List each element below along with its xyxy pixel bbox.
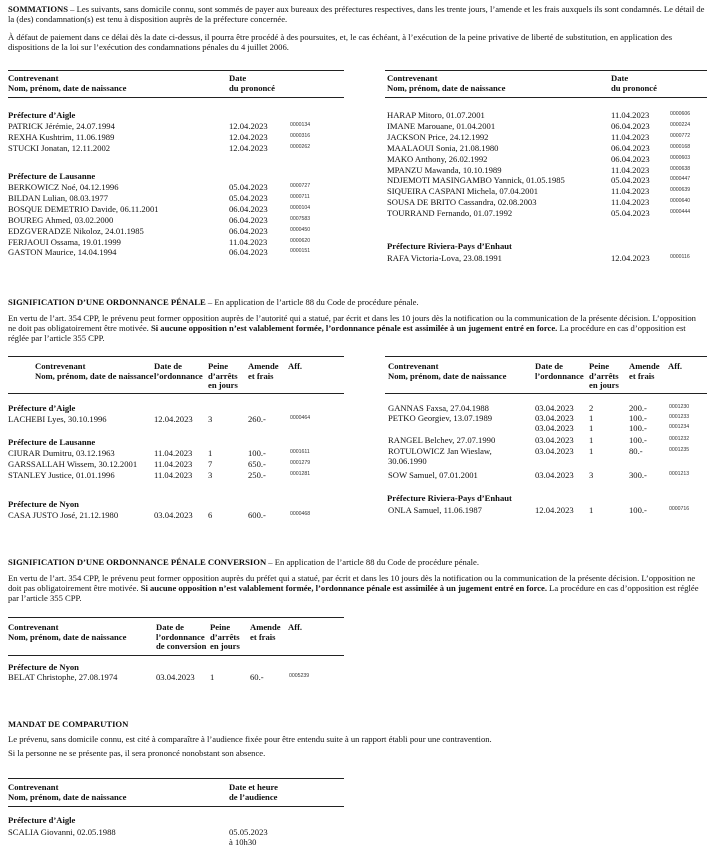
conversion-intro: – En application de l’article 88 du Code de procédure pénale. (266, 557, 480, 567)
column-header-name: Contrevenant Nom, prénom, date de naissance (35, 361, 154, 381)
table-row-name: RANGEL Belchev, 27.07.1990 (388, 435, 496, 445)
table-row-date: 06.04.2023 (611, 153, 650, 164)
table-row-date: 11.04.2023 (229, 236, 268, 247)
table-row-amende: 100.- (629, 413, 647, 423)
table-rule (8, 655, 344, 656)
table-row-date: 12.04.2023 (229, 142, 268, 153)
table-rule (385, 70, 707, 71)
table-row-amende: 60.- (250, 672, 264, 682)
table-rule (385, 356, 707, 357)
table-row-name: GANNAS Faxsa, 27.04.1988 (388, 403, 489, 413)
table-row-time: à 10h30 (229, 837, 257, 847)
table-row-date: 11.04.2023 (611, 131, 650, 142)
table-row-date: 12.04.2023 (535, 505, 574, 515)
table-rule (8, 778, 344, 779)
table-row-name: BOUREG Ahmed, 03.02.2000 (8, 214, 114, 225)
table-row-name: TOURRAND Fernando, 01.07.1992 (387, 208, 513, 219)
sommations-paragraph: À défaut de paiement dans ce délai dès la date ci-dessus, il pourra être procédé à des poursuites, et, le cas échéant, à l’exécution de la peine privative de liberté de substitution, en application des dispositions de la loi sur l’exécution des condamnations pénales du 4 juillet 2006. (8, 32, 673, 53)
table-row-aff: 0000447 (670, 176, 691, 183)
table-row-peine: 1 (589, 446, 594, 456)
table-row-name: BILDAN Lulian, 08.03.1977 (8, 192, 109, 203)
table-row-aff: 0000638 (670, 165, 691, 172)
table-row-name: NDJEMOTI MASINGAMBO Yannick, 01.05.1985 (387, 175, 565, 186)
table-row-date: 03.04.2023 (535, 446, 574, 456)
table-rule (8, 617, 344, 618)
table-row-peine: 3 (589, 470, 594, 480)
table-row-name: BERKOWICZ Noé, 04.12.1996 (8, 182, 119, 192)
table-row-name: EDZGVERADZE Nikoloz, 24.01.1985 (8, 225, 144, 236)
column-header-amende: Amende et frais (250, 622, 281, 642)
table-row-peine: 3 (208, 469, 213, 480)
table-row-name: SIQUEIRA CASPANI Michela, 07.04.2001 (387, 186, 539, 197)
table-row-date: 03.04.2023 (535, 435, 574, 445)
table-rule (8, 393, 344, 394)
table-row-aff: 0001233 (669, 414, 690, 420)
table-row-aff: 0000606 (670, 111, 691, 117)
column-header-name: Contrevenant Nom, prénom, date de naissance (8, 622, 127, 642)
table-row-amende: 250.- (248, 469, 266, 480)
table-row-date: 12.04.2023 (229, 131, 268, 142)
table-row-name: ROTULOWICZ Jan Wieslaw, (388, 446, 492, 456)
column-header-date: Date du prononcé (611, 73, 657, 93)
column-header-name: Contrevenant Nom, prénom, date de naissance (8, 782, 127, 802)
table-row-amende: 100.- (629, 435, 647, 445)
group-heading: Préfecture Riviera-Pays d’Enhaut (387, 241, 512, 251)
table-row-date: 03.04.2023 (535, 470, 574, 480)
table-row-aff: 0000262 (290, 143, 311, 150)
table-row-name: LACHEBI Lyes, 30.10.1996 (8, 414, 107, 424)
table-row-aff: 0000104 (290, 204, 311, 211)
sommations-intro (8, 4, 706, 24)
table-row-peine: 2 (589, 403, 594, 413)
group-heading: Préfecture de Lausanne (8, 437, 96, 447)
table-row-peine: 1 (208, 448, 213, 458)
table-rule (8, 97, 344, 98)
table-row-peine: 1 (589, 505, 594, 515)
column-header-aff: Aff. (288, 361, 303, 371)
table-row-aff: 0001234 (669, 424, 690, 430)
table-row-aff: 0000224 (670, 121, 691, 128)
table-row-aff: 0001235 (669, 447, 690, 453)
table-row-aff: 0000772 (670, 132, 691, 139)
column-header-date: Date de l’ordonnance (154, 361, 203, 381)
table-row-aff: 0001281 (290, 470, 311, 477)
table-row-amende: 100.- (248, 448, 266, 458)
table-row-date: 05.05.2023 (229, 827, 268, 837)
column-header-name: Contrevenant Nom, prénom, date de naissance (388, 361, 507, 381)
conversion-title-line (8, 557, 706, 567)
table-row-aff: 0000464 (290, 415, 311, 421)
table-row-amende: 100.- (629, 505, 647, 515)
table-row-amende: 600.- (248, 510, 266, 520)
group-heading: Préfecture Riviera-Pays d’Enhaut (387, 493, 512, 503)
table-row-name: ONLA Samuel, 11.06.1987 (388, 505, 482, 515)
group-heading: Préfecture de Nyon (8, 499, 79, 509)
table-row-date: 05.04.2023 (611, 208, 650, 219)
table-row-name: GASTON Maurice, 14.04.1994 (8, 247, 117, 258)
table-row-aff: 0000620 (290, 237, 311, 244)
table-row-aff: 0000151 (290, 248, 311, 255)
conversion-title: SIGNIFICATION D’UNE ORDONNANCE PÉNALE CONVERSION (8, 557, 267, 567)
table-row-name-cont: 30.06.1990 (388, 456, 427, 466)
table-row-aff: 0000168 (670, 143, 691, 150)
table-row-date: 11.04.2023 (611, 164, 650, 175)
table-row-name: MAALAOUI Sonia, 21.08.1980 (387, 142, 499, 153)
table-row-date: 11.04.2023 (154, 469, 193, 480)
table-row-aff: 0001232 (669, 436, 690, 442)
table-row-date: 11.04.2023 (611, 186, 650, 197)
group-heading: Préfecture de Lausanne (8, 171, 96, 181)
table-row-aff: 0000316 (290, 132, 311, 139)
ordonnance-title: SIGNIFICATION D’UNE ORDONNANCE PÉNALE (8, 297, 206, 307)
table-row-peine: 6 (208, 510, 213, 520)
table-row-amende: 100.- (629, 423, 647, 433)
column-header-aff: Aff. (668, 361, 683, 371)
table-row-date: 12.04.2023 (229, 121, 268, 131)
table-row-date: 12.04.2023 (154, 414, 193, 424)
group-heading: Préfecture d’Aigle (8, 815, 76, 825)
table-row-name: IMANE Marouane, 01.04.2001 (387, 120, 496, 131)
column-header-date: Date du prononcé (229, 73, 275, 93)
table-row-peine: 1 (589, 413, 594, 423)
table-row-aff: 0000468 (290, 511, 311, 517)
table-row-date: 06.04.2023 (611, 142, 650, 153)
table-row-date: 06.04.2023 (229, 225, 268, 236)
table-row-date: 03.04.2023 (535, 413, 574, 423)
table-row-aff: 0000134 (290, 122, 311, 128)
mandat-paragraph-1: Le prévenu, sans domicile connu, est cité à comparaître à l’audience fixée pour être entendu suite à un rapport établi pour une contravention. (8, 734, 492, 744)
table-row-aff: 0007583 (290, 215, 311, 222)
table-row-name: JACKSON Price, 24.12.1992 (387, 131, 489, 142)
table-row-name: RAFA Victoria-Lova, 23.08.1991 (387, 253, 502, 263)
table-row-name: PETKO Georgiev, 13.07.1989 (388, 413, 493, 423)
table-row-date: 06.04.2023 (611, 120, 650, 131)
table-row-name: FERJAOUI Ossama, 19.01.1999 (8, 236, 121, 247)
column-header-peine: Peine d’arrêts en jours (208, 361, 238, 391)
table-row-date: 05.04.2023 (229, 182, 268, 192)
table-row-aff: 0000716 (669, 506, 690, 512)
table-row-date: 03.04.2023 (535, 403, 574, 413)
table-row-name: CIURAR Dumitru, 03.12.1963 (8, 448, 115, 458)
table-row-date: 11.04.2023 (154, 448, 193, 458)
column-header-date: Date et heure de l’audience (229, 782, 278, 802)
table-rule (385, 393, 707, 394)
table-row-name: BOSQUE DEMETRIO Davide, 06.11.2001 (8, 203, 159, 214)
table-row-date: 11.04.2023 (611, 197, 650, 208)
table-row-name: SCALIA Giovanni, 02.05.1988 (8, 827, 116, 837)
mandat-paragraph-2: Si la personne ne se présente pas, il sera prononcé nonobstant son absence. (8, 748, 266, 758)
group-heading: Préfecture d’Aigle (8, 110, 76, 120)
column-header-amende: Amende et frais (629, 361, 660, 381)
table-row-amende: 300.- (629, 470, 647, 480)
table-row-date: 05.04.2023 (229, 192, 268, 203)
table-row-date: 11.04.2023 (154, 458, 193, 469)
table-row-name: MAKO Anthony, 26.02.1992 (387, 153, 488, 164)
table-row-aff: 0005239 (289, 673, 310, 679)
table-row-aff: 0000711 (290, 193, 310, 200)
column-header-amende: Amende et frais (248, 361, 279, 381)
table-row-date: 03.04.2023 (535, 423, 574, 433)
table-row-aff: 0000116 (670, 254, 690, 260)
table-row-aff: 0000640 (670, 198, 691, 205)
table-row-date: 11.04.2023 (611, 110, 650, 120)
table-row-name: REXHA Kushtrim, 11.06.1989 (8, 131, 115, 142)
table-row-name: SOUSA DE BRITO Cassandra, 02.08.2003 (387, 197, 537, 208)
table-row-aff: 0000603 (670, 154, 691, 161)
table-rule (8, 356, 344, 357)
sommations-intro-text: – Les suivants, sans domicile connu, sont sommés de payer aux bureaux des préfectures respectives, dans les trente jours, l’amende et les frais auxquels ils sont condamnés. Le détail de la (des) condamnation(s) est tenu à disposition auprès de la préfecture concernée. (8, 4, 705, 25)
table-row-amende: 80.- (629, 446, 643, 456)
table-row-aff: 0001611 (290, 449, 310, 455)
ordonnance-paragraph: En vertu de l’art. 354 CPP, le prévenu peut former opposition auprès de l’autorité qui a statué, par écrit et dans les 10 jours dès la notification ou la communication de la présente décision. L’opposition ne doit pas obligatoirement être motivée. Si aucune opposition n’est valablement formée, l’ordonnance pénale est assimilée à un jugement entré en force. La procédure en cas d’opposition est réglée par l’article 355 CPP. (8, 313, 696, 344)
table-row-amende: 200.- (629, 403, 647, 413)
table-row-aff: 0001230 (669, 404, 690, 410)
column-header-name: Contrevenant Nom, prénom, date de naissance (387, 73, 506, 93)
table-row-name: CASA JUSTO José, 21.12.1980 (8, 510, 119, 520)
conversion-paragraph: En vertu de l’art. 354 CPP, le prévenu peut former opposition auprès du préfet qui a statué, par écrit et dans les 10 jours dès la notification ou la communication de la présente décision. L’opposition ne doit pas obligatoirement être motivée. Si aucune opposition n’est valablement formée, l’ordonnance pénale est assimilée à un jugement entré en force. La procédure en cas d’opposition est réglée par l’article 355 CPP. (8, 573, 699, 604)
table-row-aff: 0000639 (670, 187, 691, 194)
mandat-title: MANDAT DE COMPARUTION (8, 719, 129, 729)
table-row-amende: 260.- (248, 414, 266, 424)
table-row-peine: 7 (208, 458, 213, 469)
table-row-aff: 0001213 (669, 471, 690, 477)
table-row-date: 03.04.2023 (154, 510, 193, 520)
table-rule (8, 70, 344, 71)
table-row-aff: 0000450 (290, 226, 311, 233)
table-row-date: 12.04.2023 (611, 253, 650, 263)
table-rule (385, 97, 707, 98)
group-heading: Préfecture de Nyon (8, 662, 79, 672)
table-row-aff: 0001279 (290, 459, 311, 466)
table-rule (8, 806, 344, 807)
sommations-title: SOMMATIONS (8, 4, 69, 14)
table-row-name: GARSSALLAH Wissem, 30.12.2001 (8, 458, 138, 469)
table-row-date: 06.04.2023 (229, 214, 268, 225)
ordonnance-title-line (8, 297, 706, 307)
column-header-aff: Aff. (288, 622, 303, 632)
table-row: BELAT Christophe, 27.08.1974 (8, 672, 118, 682)
table-row-aff: 0000444 (670, 209, 691, 216)
table-row-peine: 1 (589, 423, 594, 433)
group-heading: Préfecture d’Aigle (8, 403, 76, 413)
table-row-date: 03.04.2023 (156, 672, 195, 682)
column-header-date: Date de l’ordonnance (535, 361, 584, 381)
column-header-date: Date de l’ordonnance de conversion (156, 622, 207, 652)
table-row-name: STUCKI Jonatan, 12.11.2002 (8, 142, 111, 153)
column-header-peine: Peine d’arrêts en jours (210, 622, 240, 652)
table-row-name: SOW Samuel, 07.01.2001 (388, 470, 478, 480)
table-row-aff: 0000727 (290, 183, 311, 189)
table-row-name: STANLEY Justice, 01.01.1996 (8, 469, 115, 480)
table-row-name: PATRICK Jérémie, 24.07.1994 (8, 121, 115, 131)
table-row-date: 06.04.2023 (229, 247, 268, 258)
table-row-date: 05.04.2023 (611, 175, 650, 186)
column-header-peine: Peine d’arrêts en jours (589, 361, 619, 391)
table-row-peine: 1 (210, 672, 215, 682)
table-row-date: 06.04.2023 (229, 203, 268, 214)
table-row-name: MPANZU Mawanda, 10.10.1989 (387, 164, 502, 175)
column-header-name: Contrevenant Nom, prénom, date de naissance (8, 73, 127, 93)
table-row-peine: 3 (208, 414, 213, 424)
table-row-name: HARAP Mitoro, 01.07.2001 (387, 110, 485, 120)
ordonnance-intro: – En application de l’article 88 du Code de procédure pénale. (205, 297, 419, 307)
table-row-amende: 650.- (248, 458, 266, 469)
table-row-peine: 1 (589, 435, 594, 445)
